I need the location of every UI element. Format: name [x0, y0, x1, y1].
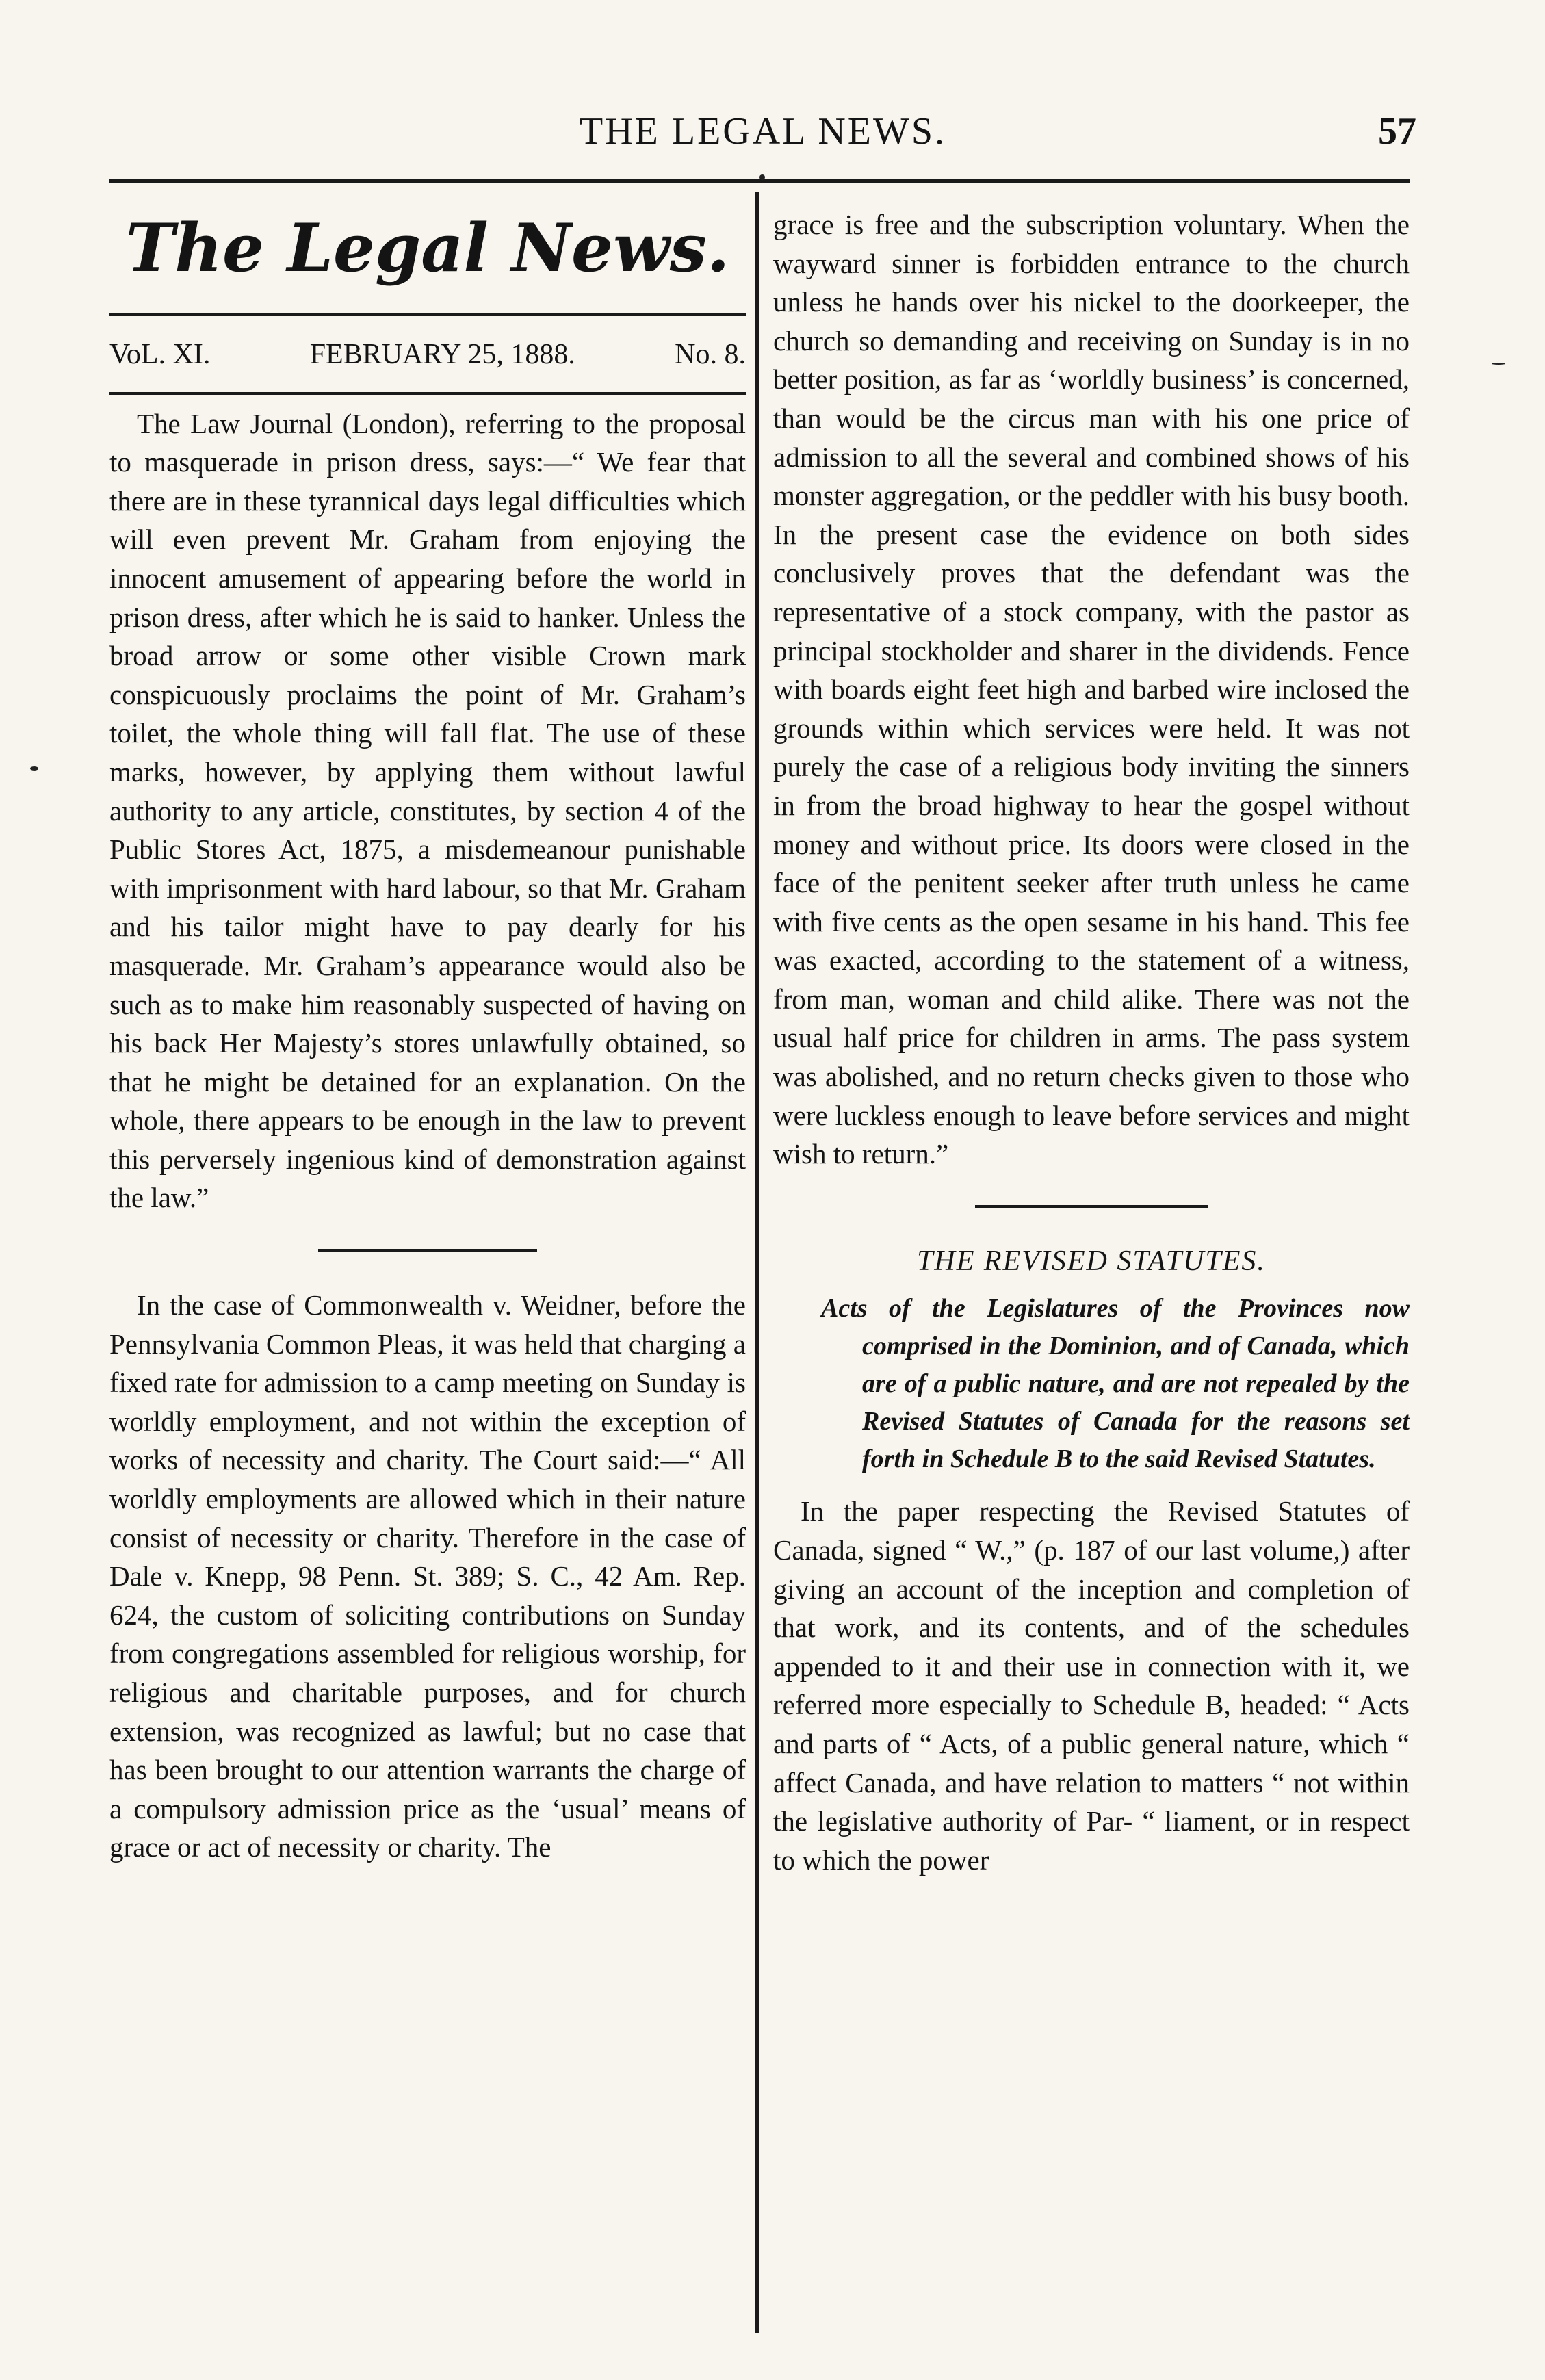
- issue-volume: VoL. XI.: [109, 339, 211, 370]
- section-subtitle: Acts of the Legislatures of the Provinces now comprised in the Dominion, and of Canada, which are of a public nature, and are not repealed by the Revised Statutes of Canada for the reasons set forth in Schedule B to the said Revised Statutes.: [821, 1294, 1410, 1474]
- issue-number: No. 8.: [675, 339, 746, 370]
- right-column: [773, 205, 1410, 1879]
- masthead-title: The Legal News.: [125, 209, 730, 287]
- column-divider: [755, 192, 759, 2333]
- issue-rule: [109, 392, 746, 395]
- margin-mark: [30, 766, 38, 771]
- header-rule: [109, 179, 1410, 183]
- issue-line: [109, 316, 746, 392]
- running-title: THE LEGAL NEWS.: [580, 110, 946, 153]
- article-revised-statutes: In the paper respecting the Revised Statutes of Canada, signed “ W.,” (p. 187 of our last volume,) after giving an account of the inception and completion of that work, and its contents, and of the schedules appended to it and their use in connection with it, we referred more especially to Schedule B, headed: “ Acts and parts of “ Acts, of a public general nature, which “ affect Canada, and have relation to matters “ not within the legislative authority of Par- “ liament, or in respect to which the power: [773, 1495, 1410, 1876]
- margin-mark: [1492, 363, 1505, 365]
- issue-date: FEBRUARY 25, 1888.: [309, 339, 575, 370]
- left-column: [109, 205, 746, 1867]
- article-continuation: grace is free and the subscription voluntary. When the wayward sinner is forbidden entrance to the church unless he hands over his nickel to the doorkeeper, the church so demanding and receiving on Sunday is in no better position, as far as ‘worldly business’ is concerned, than would be the circus man with his one price of admission to all the several and combined shows of his monster aggregation, or the peddler with his busy booth. In the present case the evidence on both sides conclusively proves that the defendant was the representative of a stock company, with the pastor as principal stockholder and sharer in the dividends. Fence with boards eight feet high and barbed wire inclosed the grounds within which services were held. It was not purely the case of a religious body inviting the sinners in from the broad highway to hear the gospel without money and without price. Its doors were closed in the face of the penitent seeker after truth unless he came with five cents as the open sesame in his hand. This fee was exacted, according to the statement of a witness, from man, woman and child alike. There was not the usual half price for children in arms. The pass system was abolished, and no return checks given to those who were luckless enough to leave before services and might wish to return.”: [773, 209, 1410, 1170]
- article-law-journal: The Law Journal (London), referring to the proposal to masquerade in prison dress, says:—“ We fear that there are in these tyrannical days legal difficulties which will even prevent Mr. Graham from enjoying the innocent amusement of appearing before the world in prison dress, after which he is said to hanker. Unless the broad arrow or some other visible Crown mark conspicuously proclaims the point of Mr. Graham’s toilet, the whole thing will fall flat. The use of these marks, however, by applying them without lawful authority to any article, constitutes, by section 4 of the Public Stores Act, 1875, a misdemeanour punishable with imprisonment with hard labour, so that Mr. Graham and his tailor might have to pay dearly for his masquerade. Mr. Graham’s appearance would also be such as to make him reasonably suspected of having on his back Her Majesty’s stores unlawfully obtained, so that he might be detained for an explanation. On the whole, there appears to be enough in the law to prevent this perversely ingenious kind of demonstration against the law.”: [109, 407, 746, 1214]
- margin-mark: [759, 174, 765, 180]
- section-title: THE REVISED STATUTES.: [917, 1245, 1266, 1277]
- article-separator: [318, 1249, 537, 1252]
- page-number: 57: [1378, 110, 1416, 153]
- running-head: [109, 109, 1416, 164]
- section-separator: [975, 1205, 1208, 1208]
- article-commonwealth-v-weidner: In the case of Commonwealth v. Weidner, before the Pennsylvania Common Pleas, it was held that charging a fixed rate for admission to a camp meeting on Sunday is worldly employment, and not within the exception of works of necessity and charity. The Court said:—“ All worldly employments are allowed which in their nature consist of necessity or charity. Therefore in the case of Dale v. Knepp, 98 Penn. St. 389; S. C., 42 Am. Rep. 624, the custom of soliciting contributions on Sunday from congregations assembled for religious worship, for religious and charitable purposes, and for church extension, was recognized as lawful; but no case that has been brought to our attention warrants the charge of a compulsory admission price as the ‘usual’ means of grace or act of necessity or charity. The: [109, 1289, 746, 1863]
